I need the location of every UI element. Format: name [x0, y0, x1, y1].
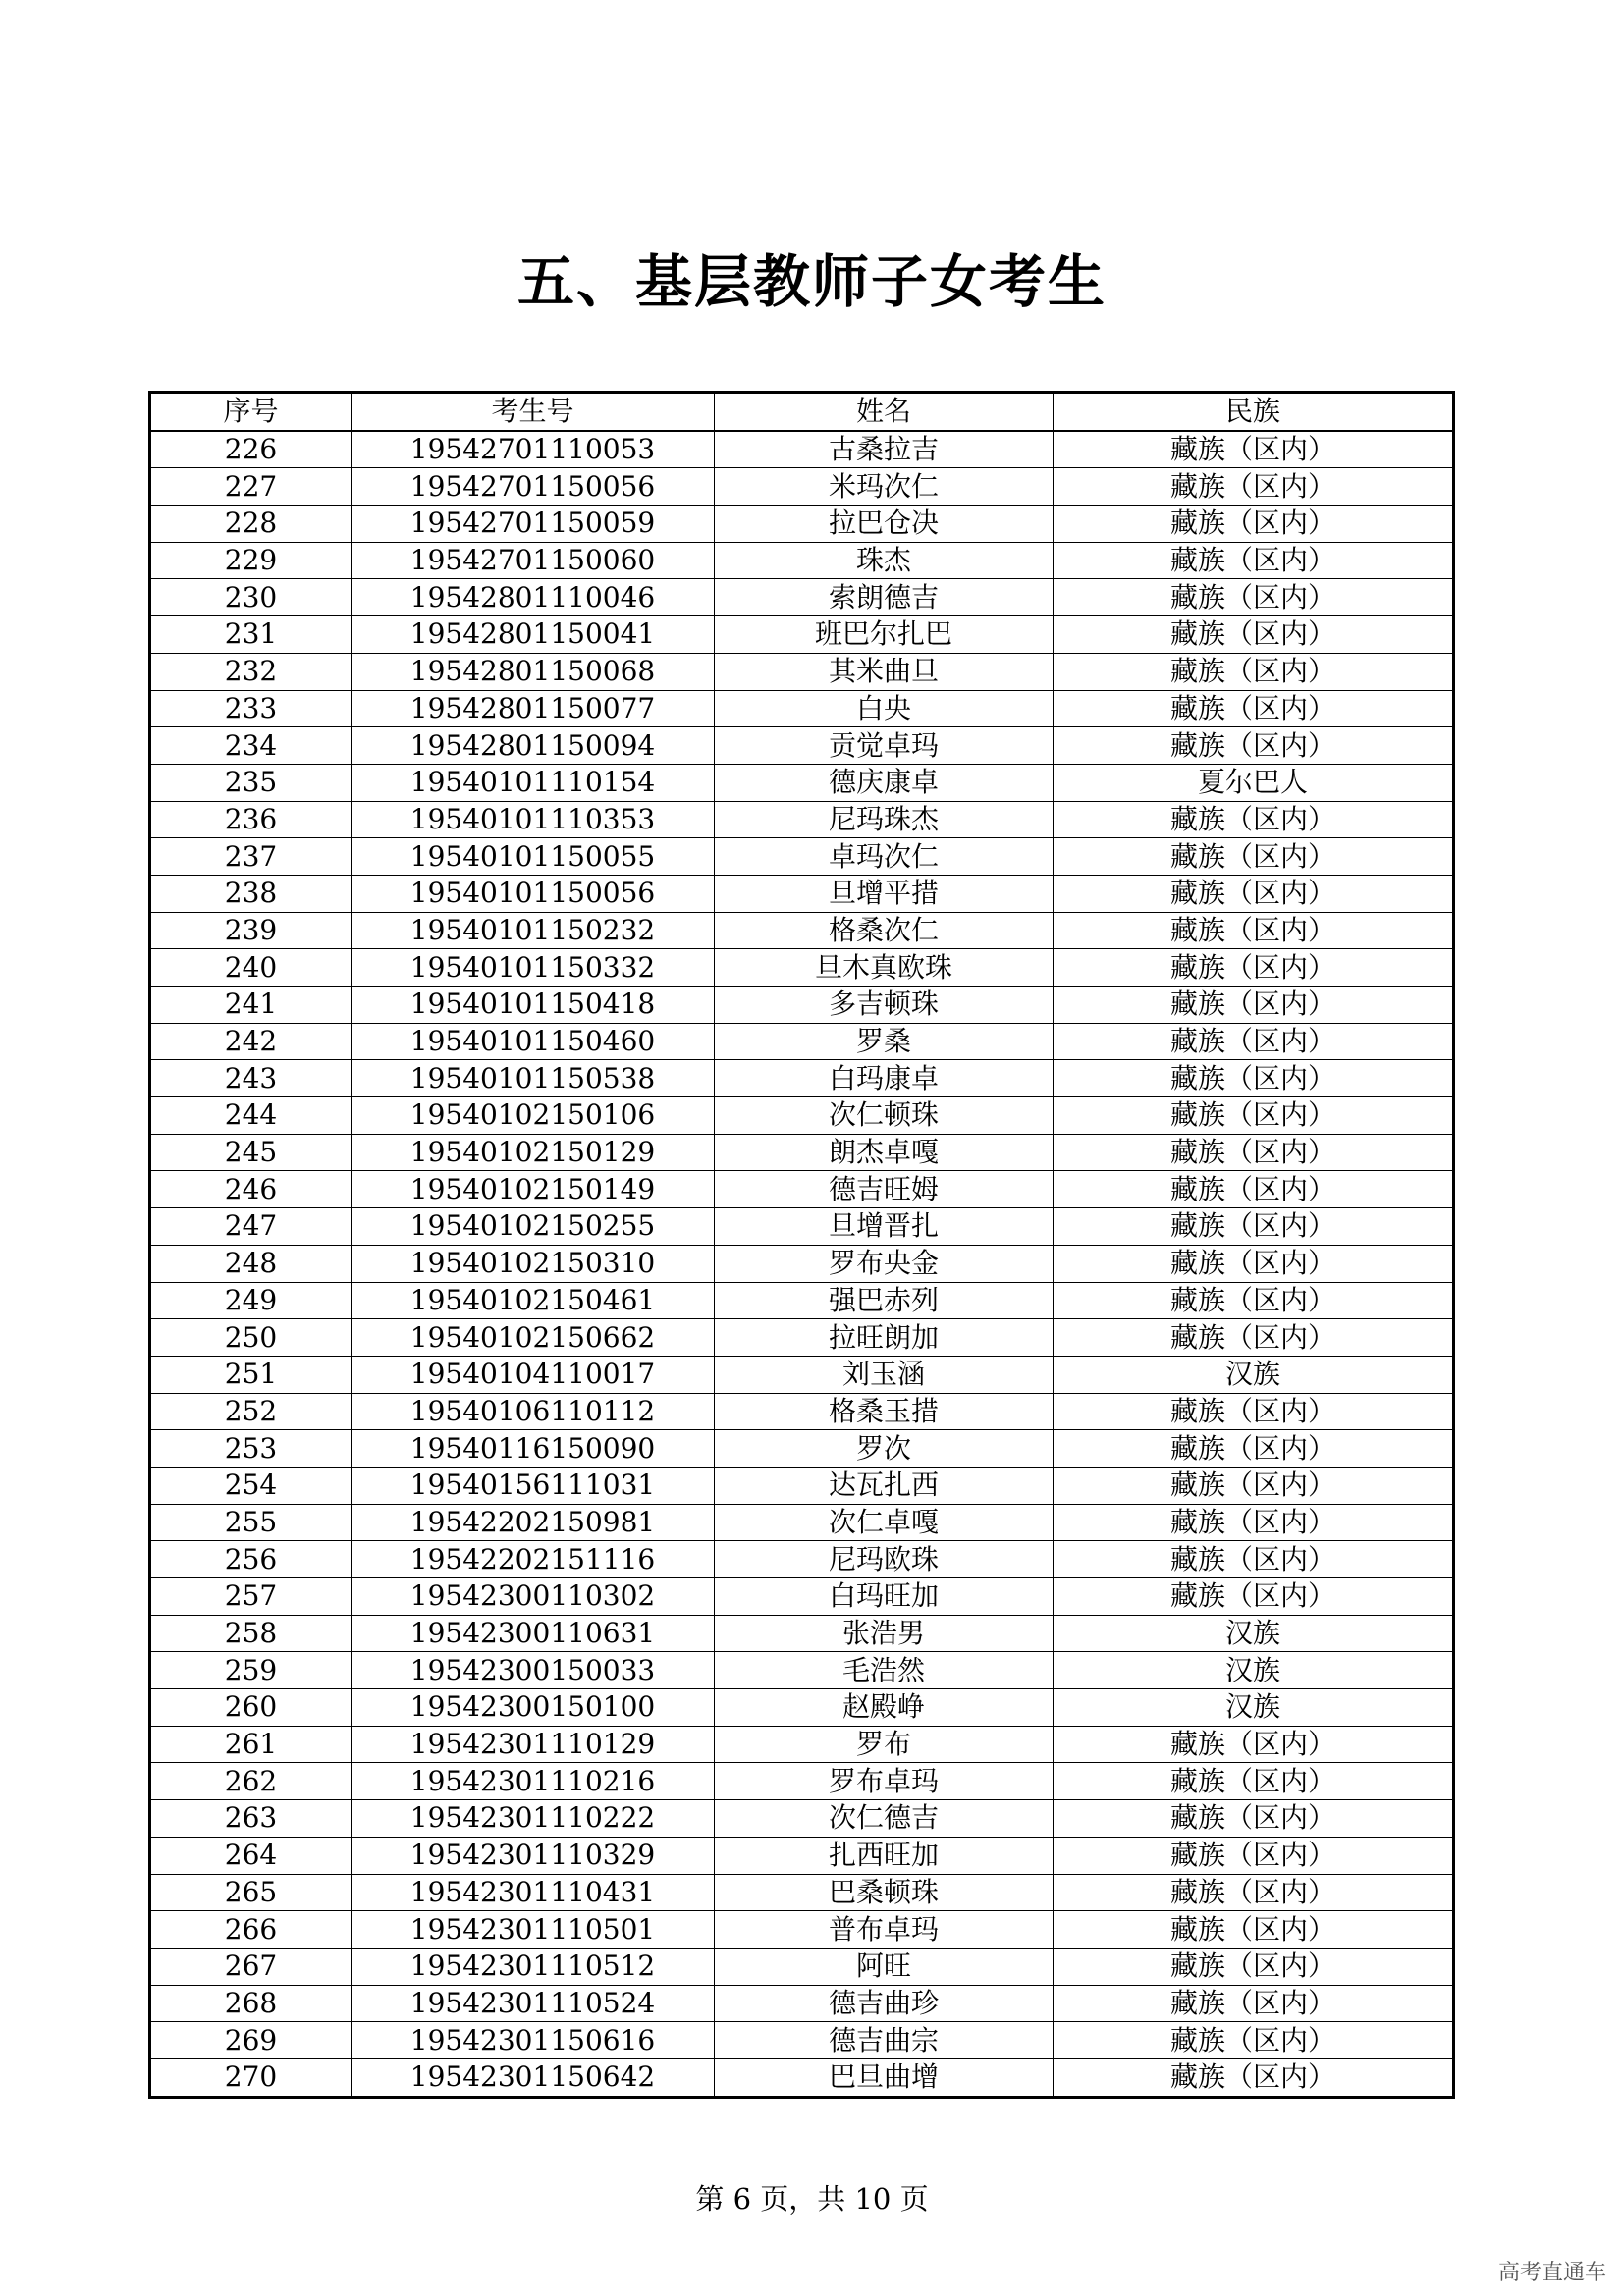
cell-ethnicity: 藏族（区内）	[1054, 1837, 1454, 1874]
table-row	[150, 431, 1454, 468]
table-row	[150, 1837, 1454, 1874]
table-row	[150, 506, 1454, 543]
cell-seq: 237	[150, 838, 352, 876]
cell-name: 达瓦扎西	[715, 1467, 1054, 1504]
cell-ethnicity: 汉族	[1054, 1615, 1454, 1652]
cell-exam-number: 19542801150094	[352, 727, 715, 765]
cell-exam-number: 19542301110329	[352, 1837, 715, 1874]
cell-seq: 261	[150, 1726, 352, 1763]
cell-exam-number: 19542301110431	[352, 1874, 715, 1911]
cell-ethnicity: 藏族（区内）	[1054, 727, 1454, 765]
table-row	[150, 2058, 1454, 2097]
table-row	[150, 838, 1454, 876]
cell-name: 罗桑	[715, 1023, 1054, 1060]
cell-ethnicity: 夏尔巴人	[1054, 764, 1454, 801]
cell-name: 阿旺	[715, 1948, 1054, 1985]
cell-exam-number: 19540102150149	[352, 1171, 715, 1208]
cell-exam-number: 19542202151116	[352, 1541, 715, 1578]
cell-seq: 265	[150, 1874, 352, 1911]
table-row	[150, 1615, 1454, 1652]
cell-seq: 264	[150, 1837, 352, 1874]
cell-seq: 256	[150, 1541, 352, 1578]
cell-exam-number: 19542301110512	[352, 1948, 715, 1985]
cell-name: 巴旦曲增	[715, 2058, 1054, 2097]
table-row	[150, 875, 1454, 912]
cell-exam-number: 19542301110524	[352, 1985, 715, 2022]
cell-exam-number: 19542301150642	[352, 2058, 715, 2097]
cell-ethnicity: 藏族（区内）	[1054, 1282, 1454, 1319]
cell-ethnicity: 藏族（区内）	[1054, 1467, 1454, 1504]
cell-name: 刘玉涵	[715, 1356, 1054, 1393]
cell-exam-number: 19542701150056	[352, 468, 715, 506]
cell-exam-number: 19540101110353	[352, 801, 715, 838]
cell-exam-number: 19542301110129	[352, 1726, 715, 1763]
cell-exam-number: 19540102150662	[352, 1319, 715, 1357]
cell-seq: 268	[150, 1985, 352, 2022]
cell-exam-number: 19542300110631	[352, 1615, 715, 1652]
cell-seq: 270	[150, 2058, 352, 2097]
cell-exam-number: 19542300110302	[352, 1578, 715, 1616]
cell-name: 罗布卓玛	[715, 1763, 1054, 1800]
table-row	[150, 1800, 1454, 1838]
cell-seq: 243	[150, 1060, 352, 1097]
watermark-text: 高考直通车	[1497, 2261, 1606, 2285]
cell-seq: 241	[150, 987, 352, 1024]
cell-ethnicity: 藏族（区内）	[1054, 1023, 1454, 1060]
cell-name: 强巴赤列	[715, 1282, 1054, 1319]
cell-seq: 236	[150, 801, 352, 838]
cell-seq: 262	[150, 1763, 352, 1800]
cell-exam-number: 19542801150077	[352, 690, 715, 727]
cell-ethnicity: 藏族（区内）	[1054, 431, 1454, 468]
header-exam-number: 考生号	[352, 393, 715, 431]
table-row	[150, 949, 1454, 987]
table-row	[150, 1208, 1454, 1246]
cell-exam-number: 19540101150056	[352, 875, 715, 912]
cell-ethnicity: 藏族（区内）	[1054, 653, 1454, 690]
cell-exam-number: 19540102150106	[352, 1097, 715, 1135]
cell-name: 卓玛次仁	[715, 838, 1054, 876]
cell-seq: 260	[150, 1689, 352, 1727]
cell-name: 张浩男	[715, 1615, 1054, 1652]
cell-name: 旦增平措	[715, 875, 1054, 912]
table-row	[150, 1060, 1454, 1097]
table-row	[150, 727, 1454, 765]
table-row	[150, 987, 1454, 1024]
cell-ethnicity: 藏族（区内）	[1054, 1726, 1454, 1763]
cell-ethnicity: 藏族（区内）	[1054, 838, 1454, 876]
cell-seq: 267	[150, 1948, 352, 1985]
cell-exam-number: 19540101150232	[352, 912, 715, 949]
table-row	[150, 1689, 1454, 1727]
cell-ethnicity: 藏族（区内）	[1054, 542, 1454, 579]
table-row	[150, 1948, 1454, 1985]
cell-exam-number: 19540104110017	[352, 1356, 715, 1393]
cell-name: 白玛旺加	[715, 1578, 1054, 1616]
page-footer: 第 6 页，共 10 页	[695, 2182, 929, 2216]
cell-exam-number: 19540101150055	[352, 838, 715, 876]
cell-ethnicity: 藏族（区内）	[1054, 1504, 1454, 1541]
table-row	[150, 1430, 1454, 1468]
cell-name: 尼玛欧珠	[715, 1541, 1054, 1578]
student-table	[148, 391, 1455, 2099]
table-row	[150, 2022, 1454, 2059]
table-row	[150, 579, 1454, 616]
table-row	[150, 690, 1454, 727]
cell-name: 次仁顿珠	[715, 1097, 1054, 1135]
cell-exam-number: 19540156111031	[352, 1467, 715, 1504]
cell-name: 次仁卓嘎	[715, 1504, 1054, 1541]
cell-seq: 242	[150, 1023, 352, 1060]
cell-name: 普布卓玛	[715, 1911, 1054, 1949]
cell-seq: 248	[150, 1245, 352, 1282]
table-row	[150, 1504, 1454, 1541]
cell-seq: 234	[150, 727, 352, 765]
cell-name: 赵殿峥	[715, 1689, 1054, 1727]
cell-ethnicity: 藏族（区内）	[1054, 1578, 1454, 1616]
table-row	[150, 912, 1454, 949]
cell-seq: 230	[150, 579, 352, 616]
cell-seq: 226	[150, 431, 352, 468]
cell-exam-number: 19542701150060	[352, 542, 715, 579]
cell-ethnicity: 藏族（区内）	[1054, 1911, 1454, 1949]
cell-seq: 254	[150, 1467, 352, 1504]
cell-exam-number: 19542301110216	[352, 1763, 715, 1800]
cell-seq: 253	[150, 1430, 352, 1468]
cell-name: 拉旺朗加	[715, 1319, 1054, 1357]
cell-ethnicity: 藏族（区内）	[1054, 2022, 1454, 2059]
cell-name: 巴桑顿珠	[715, 1874, 1054, 1911]
cell-seq: 238	[150, 875, 352, 912]
table-row	[150, 1097, 1454, 1135]
table-row	[150, 1467, 1454, 1504]
cell-exam-number: 19542202150981	[352, 1504, 715, 1541]
cell-exam-number: 19542801150041	[352, 616, 715, 654]
table-row	[150, 1134, 1454, 1171]
cell-exam-number: 19540101150332	[352, 949, 715, 987]
cell-ethnicity: 藏族（区内）	[1054, 912, 1454, 949]
table-row	[150, 1578, 1454, 1616]
cell-ethnicity: 藏族（区内）	[1054, 1874, 1454, 1911]
cell-name: 德庆康卓	[715, 764, 1054, 801]
table-row	[150, 764, 1454, 801]
header-ethnicity: 民族	[1054, 393, 1454, 431]
cell-ethnicity: 藏族（区内）	[1054, 506, 1454, 543]
table-row	[150, 1245, 1454, 1282]
cell-seq: 244	[150, 1097, 352, 1135]
cell-ethnicity: 汉族	[1054, 1356, 1454, 1393]
cell-ethnicity: 藏族（区内）	[1054, 616, 1454, 654]
cell-seq: 232	[150, 653, 352, 690]
table-header-row	[150, 393, 1454, 431]
cell-ethnicity: 藏族（区内）	[1054, 468, 1454, 506]
cell-name: 旦木真欧珠	[715, 949, 1054, 987]
cell-ethnicity: 藏族（区内）	[1054, 1430, 1454, 1468]
cell-name: 白央	[715, 690, 1054, 727]
table-row	[150, 653, 1454, 690]
cell-exam-number: 19542801150068	[352, 653, 715, 690]
cell-exam-number: 19540102150461	[352, 1282, 715, 1319]
cell-name: 多吉顿珠	[715, 987, 1054, 1024]
cell-ethnicity: 汉族	[1054, 1689, 1454, 1727]
cell-name: 白玛康卓	[715, 1060, 1054, 1097]
cell-seq: 259	[150, 1652, 352, 1689]
table-row	[150, 468, 1454, 506]
cell-seq: 252	[150, 1393, 352, 1430]
cell-seq: 239	[150, 912, 352, 949]
cell-name: 旦增晋扎	[715, 1208, 1054, 1246]
cell-ethnicity: 藏族（区内）	[1054, 1060, 1454, 1097]
cell-ethnicity: 藏族（区内）	[1054, 1319, 1454, 1357]
cell-name: 米玛次仁	[715, 468, 1054, 506]
table-row	[150, 1319, 1454, 1357]
table-row	[150, 1911, 1454, 1949]
cell-seq: 231	[150, 616, 352, 654]
cell-ethnicity: 藏族（区内）	[1054, 1393, 1454, 1430]
cell-exam-number: 19542701110053	[352, 431, 715, 468]
cell-ethnicity: 藏族（区内）	[1054, 1985, 1454, 2022]
cell-ethnicity: 藏族（区内）	[1054, 949, 1454, 987]
cell-ethnicity: 藏族（区内）	[1054, 2058, 1454, 2097]
table-row	[150, 616, 1454, 654]
page-title: 五、基层教师子女考生	[516, 248, 1107, 315]
table-row	[150, 1171, 1454, 1208]
cell-exam-number: 19540102150310	[352, 1245, 715, 1282]
cell-seq: 257	[150, 1578, 352, 1616]
table-row	[150, 1282, 1454, 1319]
cell-ethnicity: 藏族（区内）	[1054, 690, 1454, 727]
cell-name: 格桑次仁	[715, 912, 1054, 949]
cell-ethnicity: 藏族（区内）	[1054, 1245, 1454, 1282]
cell-exam-number: 19542801110046	[352, 579, 715, 616]
cell-seq: 229	[150, 542, 352, 579]
cell-name: 贡觉卓玛	[715, 727, 1054, 765]
cell-seq: 227	[150, 468, 352, 506]
table-row	[150, 1985, 1454, 2022]
cell-ethnicity: 汉族	[1054, 1652, 1454, 1689]
cell-ethnicity: 藏族（区内）	[1054, 1134, 1454, 1171]
table-row	[150, 1652, 1454, 1689]
cell-name: 德吉曲宗	[715, 2022, 1054, 2059]
cell-name: 尼玛珠杰	[715, 801, 1054, 838]
cell-name: 古桑拉吉	[715, 431, 1054, 468]
header-seq: 序号	[150, 393, 352, 431]
table-row	[150, 1541, 1454, 1578]
cell-seq: 233	[150, 690, 352, 727]
cell-seq: 240	[150, 949, 352, 987]
cell-ethnicity: 藏族（区内）	[1054, 875, 1454, 912]
cell-seq: 266	[150, 1911, 352, 1949]
cell-exam-number: 19540101110154	[352, 764, 715, 801]
cell-seq: 263	[150, 1800, 352, 1838]
table-row	[150, 542, 1454, 579]
cell-seq: 245	[150, 1134, 352, 1171]
cell-name: 班巴尔扎巴	[715, 616, 1054, 654]
cell-name: 拉巴仓决	[715, 506, 1054, 543]
cell-ethnicity: 藏族（区内）	[1054, 1948, 1454, 1985]
cell-exam-number: 19540102150129	[352, 1134, 715, 1171]
cell-ethnicity: 藏族（区内）	[1054, 1541, 1454, 1578]
cell-exam-number: 19542300150033	[352, 1652, 715, 1689]
cell-exam-number: 19540102150255	[352, 1208, 715, 1246]
cell-exam-number: 19542301110501	[352, 1911, 715, 1949]
cell-seq: 250	[150, 1319, 352, 1357]
cell-seq: 235	[150, 764, 352, 801]
cell-name: 德吉曲珍	[715, 1985, 1054, 2022]
cell-exam-number: 19540116150090	[352, 1430, 715, 1468]
cell-seq: 228	[150, 506, 352, 543]
cell-seq: 255	[150, 1504, 352, 1541]
cell-ethnicity: 藏族（区内）	[1054, 987, 1454, 1024]
cell-name: 毛浩然	[715, 1652, 1054, 1689]
cell-exam-number: 19540101150460	[352, 1023, 715, 1060]
header-name: 姓名	[715, 393, 1054, 431]
cell-ethnicity: 藏族（区内）	[1054, 1800, 1454, 1838]
table-row	[150, 1356, 1454, 1393]
table-row	[150, 1023, 1454, 1060]
cell-ethnicity: 藏族（区内）	[1054, 1097, 1454, 1135]
cell-name: 索朗德吉	[715, 579, 1054, 616]
cell-name: 次仁德吉	[715, 1800, 1054, 1838]
cell-seq: 249	[150, 1282, 352, 1319]
cell-exam-number: 19542701150059	[352, 506, 715, 543]
cell-ethnicity: 藏族（区内）	[1054, 579, 1454, 616]
cell-seq: 269	[150, 2022, 352, 2059]
table-row	[150, 1763, 1454, 1800]
cell-exam-number: 19542301110222	[352, 1800, 715, 1838]
cell-exam-number: 19540101150418	[352, 987, 715, 1024]
table-body	[150, 431, 1454, 2097]
cell-name: 珠杰	[715, 542, 1054, 579]
cell-name: 罗布	[715, 1726, 1054, 1763]
cell-name: 格桑玉措	[715, 1393, 1054, 1430]
cell-name: 其米曲旦	[715, 653, 1054, 690]
table-row	[150, 1874, 1454, 1911]
table-row	[150, 1726, 1454, 1763]
table-row	[150, 801, 1454, 838]
cell-ethnicity: 藏族（区内）	[1054, 1208, 1454, 1246]
cell-name: 罗次	[715, 1430, 1054, 1468]
cell-name: 扎西旺加	[715, 1837, 1054, 1874]
cell-name: 罗布央金	[715, 1245, 1054, 1282]
cell-ethnicity: 藏族（区内）	[1054, 1763, 1454, 1800]
cell-exam-number: 19542301150616	[352, 2022, 715, 2059]
cell-name: 朗杰卓嘎	[715, 1134, 1054, 1171]
cell-exam-number: 19540101150538	[352, 1060, 715, 1097]
cell-seq: 251	[150, 1356, 352, 1393]
cell-seq: 247	[150, 1208, 352, 1246]
cell-seq: 246	[150, 1171, 352, 1208]
cell-ethnicity: 藏族（区内）	[1054, 1171, 1454, 1208]
cell-name: 德吉旺姆	[715, 1171, 1054, 1208]
cell-seq: 258	[150, 1615, 352, 1652]
table-row	[150, 1393, 1454, 1430]
cell-exam-number: 19540106110112	[352, 1393, 715, 1430]
cell-ethnicity: 藏族（区内）	[1054, 801, 1454, 838]
cell-exam-number: 19542300150100	[352, 1689, 715, 1727]
